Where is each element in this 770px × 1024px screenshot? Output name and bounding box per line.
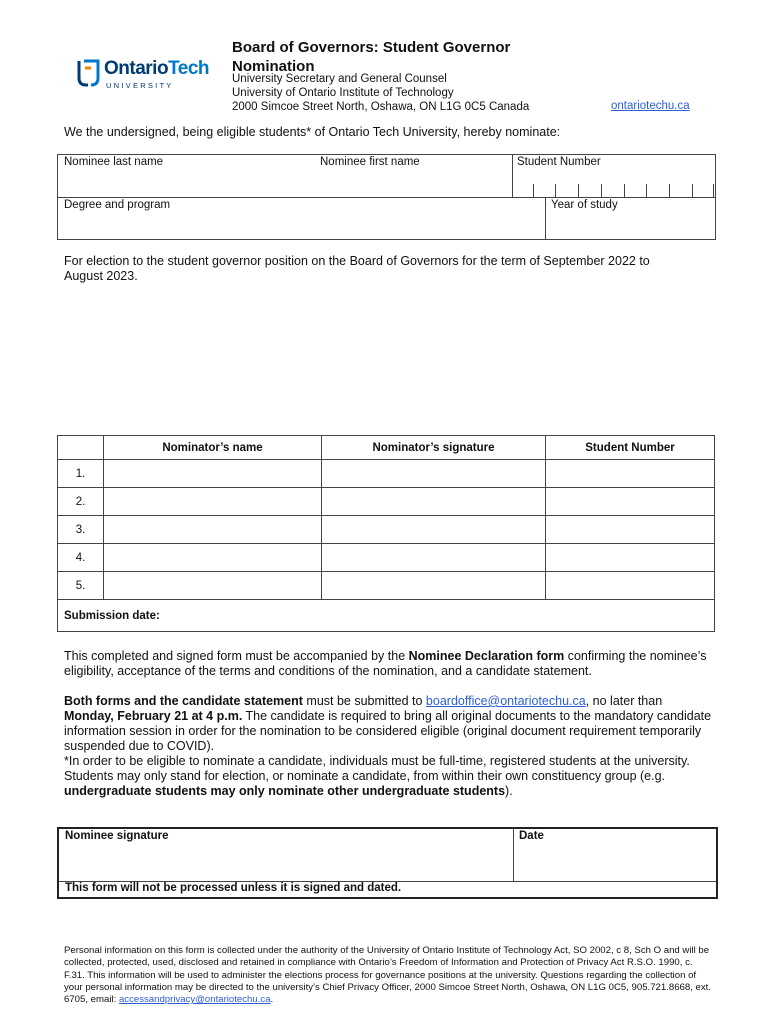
signature-box	[57, 827, 718, 899]
table-header-student-number: Student Number	[546, 436, 715, 460]
nominator-signature-cell[interactable]	[322, 460, 546, 488]
nominee-last-name-label: Nominee last name	[64, 156, 164, 168]
table-row	[58, 544, 715, 572]
address-block	[232, 72, 529, 114]
nominator-signature-cell[interactable]	[322, 516, 546, 544]
table-header-signature: Nominator’s signature	[322, 436, 546, 460]
nominator-name-cell[interactable]	[104, 488, 322, 516]
declaration-form-emphasis: Nominee Declaration form	[408, 649, 565, 663]
privacy-email-link[interactable]: accessandprivacy@ontariotechu.ca	[118, 994, 271, 1006]
year-of-study-label: Year of study	[551, 199, 618, 211]
logo-word-tech: Tech	[168, 58, 209, 79]
website-link[interactable]: ontariotechu.ca	[611, 100, 690, 112]
address-line-2: University of Ontario Institute of Technology	[232, 87, 454, 99]
logo-word-ontario: Ontario	[104, 58, 169, 79]
table-header-row	[58, 436, 715, 460]
nominee-first-name-label: Nominee first name	[320, 156, 420, 168]
nominator-student-number-cell[interactable]	[546, 572, 715, 600]
nominator-student-number-cell[interactable]	[546, 460, 715, 488]
table-row	[58, 572, 715, 600]
nominator-student-number-cell[interactable]	[546, 516, 715, 544]
row-number: 3.	[58, 516, 104, 544]
form-title	[232, 38, 532, 76]
privacy-footer: Personal information on this form is collected under the authority of the University of Ontario Institute of Technology Act, SO 2002, c 8, Sch O and will be collected, protected, used, disclosed and retained in compliance with Ontario’s Freedom of Information and Protection of Privacy Act R.S.O. 1990, c. F.31. This information will be used to administer the elections process for governance positions at the university. Questions regarding the collection of your personal information may be directed to the university’s Chief Privacy Officer, 2000 Simcoe Street North, Oshawa, ON L1G 0C5, 905.721.8668, ext. 6705, email: accessandprivacy@ontariotechu.ca.	[64, 945, 712, 1006]
row-number: 4.	[58, 544, 104, 572]
instructions-paragraph-2: Both forms and the candidate statement must be submitted to boardoffice@ontariotechu.ca, no later than Monday, February 21 at 4 p.m. The candidate is required to bring all original documents to the mandatory candidate information session in order for the nomination to be considered eligible (original document requirement temporarily suspended due to COVID). *In order to be eligible to nominate a candidate, individuals must be full-time, registered students at the university. Students may only stand for election, or nominate a candidate, from within their own constituency group (e.g. undergraduate students may only nominate other undergraduate students).	[64, 694, 712, 798]
table-header-name: Nominator’s name	[104, 436, 322, 460]
table-row	[58, 460, 715, 488]
nominator-student-number-cell[interactable]	[546, 544, 715, 572]
date-field[interactable]: Date	[519, 830, 544, 842]
submission-date-field[interactable]: Submission date:	[58, 600, 715, 632]
election-text: For election to the student governor position on the Board of Governors for the term of September 2022 to August 2023.	[64, 254, 650, 283]
deadline-emphasis: Monday, February 21 at 4 p.m.	[64, 709, 243, 723]
intro-text: We the undersigned, being eligible students* of Ontario Tech University, hereby nominate:	[64, 125, 561, 139]
nominator-table	[57, 435, 715, 632]
nominator-signature-cell[interactable]	[322, 544, 546, 572]
student-number-label: Student Number	[517, 156, 601, 168]
nominator-signature-cell[interactable]	[322, 488, 546, 516]
nominator-name-cell[interactable]	[104, 572, 322, 600]
student-number-input[interactable]	[533, 184, 714, 197]
nominator-name-cell[interactable]	[104, 516, 322, 544]
row-number: 2.	[58, 488, 104, 516]
title-line-2: Nomination	[232, 58, 315, 75]
title-line-1: Board of Governors: Student Governor	[232, 39, 511, 56]
degree-program-label: Degree and program	[64, 199, 171, 211]
ontario-tech-logo-mark-icon	[76, 58, 102, 88]
logo-subtitle: UNIVERSITY	[106, 81, 174, 90]
nominator-name-cell[interactable]	[104, 460, 322, 488]
table-header-number	[58, 436, 104, 460]
address-line-3: 2000 Simcoe Street North, Oshawa, ON L1G 0C5 Canada	[232, 101, 530, 113]
logo-wordmark	[104, 58, 209, 80]
nominator-signature-cell[interactable]	[322, 572, 546, 600]
instructions-paragraph-1: This completed and signed form must be accompanied by the Nominee Declaration form confirming the nominee’s eligibility, acceptance of the terms and conditions of the nomination, and a candidate statement.	[64, 649, 707, 678]
row-number: 5.	[58, 572, 104, 600]
address-line-1: University Secretary and General Counsel	[232, 73, 447, 85]
table-row	[58, 488, 715, 516]
board-office-email-link[interactable]: boardoffice@ontariotechu.ca	[425, 694, 586, 708]
nominee-info-box	[57, 154, 716, 240]
signature-notice: This form will not be processed unless it is signed and dated.	[65, 882, 402, 894]
row-number: 1.	[58, 460, 104, 488]
nominee-signature-field[interactable]: Nominee signature	[65, 830, 169, 842]
nominator-student-number-cell[interactable]	[546, 488, 715, 516]
table-row	[58, 516, 715, 544]
nominator-name-cell[interactable]	[104, 544, 322, 572]
